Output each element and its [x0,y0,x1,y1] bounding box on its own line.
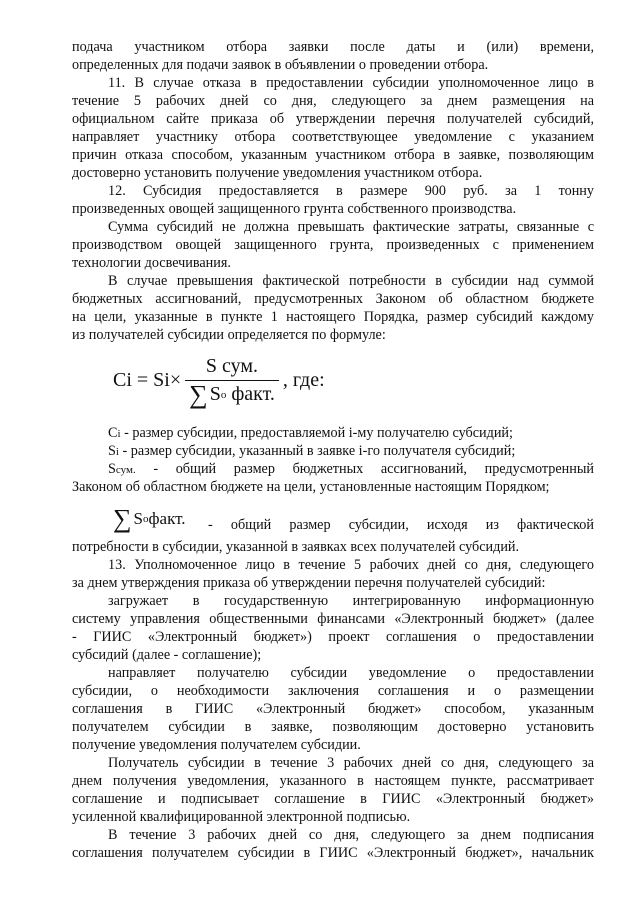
text-line: течение 5 рабочих дней со дня, следующего за днем размещения на [72,93,594,109]
definition-ci: Ci - размер субсидии, предоставляемой i-му получателю субсидий; [108,425,513,441]
text-line: 12. Субсидия предоставляется в размере 900 руб. за 1 тонну [108,183,594,199]
text-line: технологии досвечивания. [72,255,231,271]
text-line: В течение 3 рабочих дней со дня, следующего за днем подписания [108,827,594,843]
text-line: официальном сайте приказа об утверждении перечня получателей субсидий, [72,111,594,127]
text-line: соглашения получателем субсидии в ГИИС «Электронный бюджет», начальник [72,845,594,861]
formula-den-s: S [209,383,221,405]
text-line: произведенных овощей защищенного грунта собственного производства. [72,201,517,217]
text-line: днем получения уведомления, указанного в настоящем пункте, рассматривает [72,773,594,789]
text-line: 11. В случае отказа в предоставлении субсидии уполномоченное лицо в [108,75,594,91]
formula-times: × [169,369,182,391]
text-line: достоверно установить получение уведомления участником отбора. [72,165,483,181]
text-line: причин отказа способом, указанным участником отбора в заявке, позволяющим [72,147,594,163]
text-line: направляет получателю субсидии уведомление о предоставлении [108,665,594,681]
text-line: получение уведомления получателем субсидии. [72,737,361,753]
text-line: получателем субсидии в заявке, позволяющим достоверно установить [72,719,594,735]
formula-denominator [185,379,279,409]
text-line: - ГИИС «Электронный бюджет») проект соглашения о предоставлении [72,629,594,645]
formula-den-sub: o [220,388,227,401]
text-line: соглашения в ГИИС «Электронный бюджет» способом, указанным [72,701,594,717]
definition-ssum: Sсум. - общий размер бюджетных ассигнований, предусмотренный [108,461,594,477]
text-line: определенных для подачи заявок в объявлении о проведении отбора. [72,57,489,73]
text-line: подача участником отбора заявки после даты и (или) времени, [72,39,594,55]
text-line: направляет участнику отбора соответствующее уведомление с указанием [72,129,594,145]
text-line: В случае превышения фактической потребности в субсидии над суммой [108,273,594,289]
text-line: систему управления общественными финансами «Электронный бюджет» (далее [72,611,594,627]
text-line: на цели, указанные в пункте 1 настоящего Порядка, размер субсидий каждому [72,309,594,325]
text-line: Сумма субсидий не должна превышать фактические затраты, связанные с [108,219,594,235]
formula-den-text: факт. [231,383,275,405]
text-line: потребности в субсидии, указанной в заявках всех получателей субсидий. [72,539,520,555]
formula-lhs: Ci = Si [113,369,170,391]
text-line: загружает в государственную интегрированную информационную [108,593,594,609]
formula-fraction [185,355,279,409]
text-line: субсидии, о необходимости заключения соглашения и о размещении [72,683,594,699]
definition-si: Si - размер субсидии, указанный в заявке i-го получателя субсидий; [108,443,516,459]
definition-sum-symbol: ∑ S o факт. [113,504,186,533]
subsidy-formula [113,355,325,409]
text-line: усиленной квалифицированной электронной подписью. [72,809,411,825]
text-line: за днем утверждения приказа об утверждении перечня получателей субсидий: [72,575,546,591]
text-line: субсидий (далее - соглашение); [72,647,262,663]
text-line: из получателей субсидии определяется по формуле: [72,327,386,343]
text-line: производством овощей защищенного грунта, произведенных с применением [72,237,594,253]
definition-sum-text: - общий размер субсидии, исходя из фактической [208,517,594,533]
text-line: Получатель субсидии в течение 3 рабочих дней со дня, следующего за [108,755,594,771]
text-line: соглашение и подписывает соглашение в ГИИС «Электронный бюджет» [72,791,594,807]
sigma-symbol: ∑ [189,379,208,409]
text-line: бюджетных ассигнований, предусмотренных Законом об областном бюджете [72,291,594,307]
text-line: 13. Уполномоченное лицо в течение 5 рабочих дней со дня, следующего [108,557,594,573]
formula-numerator: S сум. [205,355,259,377]
text-line: Законом об областном бюджете на цели, установленные настоящим Порядком; [72,479,550,495]
sigma-symbol: ∑ [113,504,132,533]
formula-tail: , где: [282,369,325,391]
